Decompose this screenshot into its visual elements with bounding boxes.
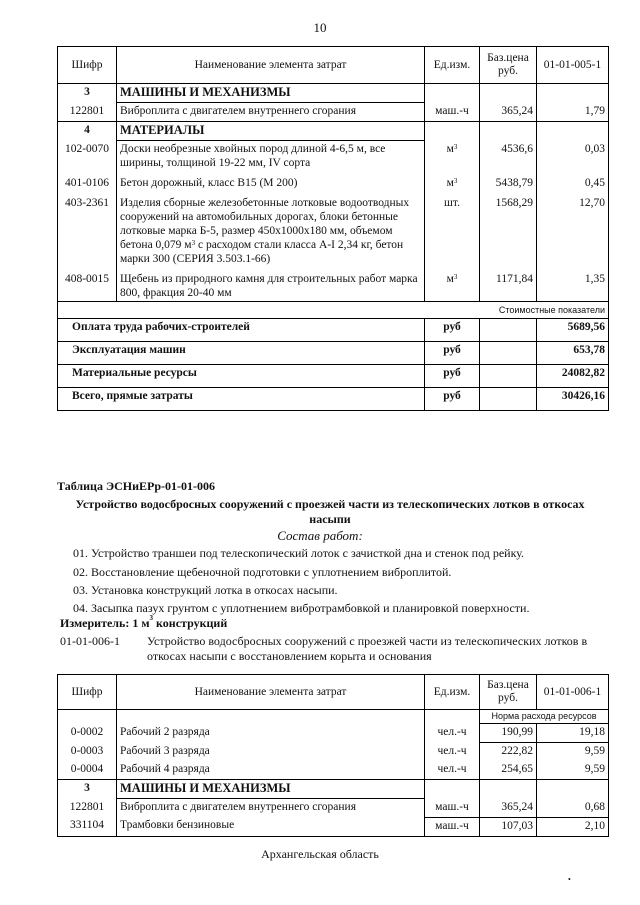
row-value: 1,35: [537, 267, 609, 302]
row-value: 19,18: [537, 724, 609, 743]
row-price: 4536,6: [480, 141, 537, 172]
row-unit: шт.: [425, 191, 480, 267]
header-column-code: 01-01-006-1: [537, 675, 609, 710]
header-column-code: 01-01-005-1: [537, 47, 609, 84]
header-name: Наименование элемента затрат: [117, 47, 425, 84]
row-code: 331104: [58, 817, 117, 836]
row-price: 254,65: [480, 761, 537, 780]
footer-mark: •: [568, 875, 571, 884]
header-price: Баз.цена руб.: [480, 47, 537, 84]
row-name: Рабочий 2 разряда: [117, 724, 425, 743]
row-code: 122801: [58, 799, 117, 818]
item-code: 01-01-006-1: [60, 634, 120, 648]
row-code: 0-0004: [58, 761, 117, 780]
row-code: 403-2361: [58, 191, 117, 267]
row-value: 0,45: [537, 171, 609, 191]
summary-unit: руб: [425, 319, 480, 342]
row-name: Щебень из природного камня для строительных работ марка 800, фракция 20-40 мм: [117, 267, 425, 302]
row-price: 1171,84: [480, 267, 537, 302]
section-title: МАТЕРИАЛЫ: [117, 122, 425, 141]
row-name: Доски необрезные хвойных пород длиной 4-6,5 м, все ширины, толщиной 19-22 мм, IV сорта: [117, 141, 425, 172]
page-number: 10: [313, 20, 327, 35]
section-number: 3: [58, 780, 117, 799]
row-value: 0,03: [537, 141, 609, 172]
section-title: МАШИНЫ И МЕХАНИЗМЫ: [117, 84, 425, 103]
row-value: 1,79: [537, 103, 609, 122]
row-name: Виброплита с двигателем внутреннего сгорания: [117, 799, 425, 818]
summary-unit: руб: [425, 365, 480, 388]
measure-unit: Измеритель: 1 $м^3$ конструкций: [60, 614, 228, 630]
row-name: Бетон дорожный, класс В15 (М 200): [117, 171, 425, 191]
row-unit: маш.-ч: [425, 799, 480, 818]
composition-label: Состав работ:: [277, 528, 363, 543]
row-unit: $м^3$: [425, 171, 480, 191]
norm-label: Норма расхода ресурсов: [480, 710, 609, 724]
summary-value: 24082,82: [537, 365, 609, 388]
table-heading: Устройство водосбросных сооружений с проезжей части из телескопических лотков в откосах насыпи: [75, 497, 585, 526]
row-code: 0-0002: [58, 724, 117, 743]
row-value: 9,59: [537, 761, 609, 780]
header-code: Шифр: [58, 675, 117, 710]
header-unit: Ед.изм.: [425, 675, 480, 710]
summary-label: Эксплуатация машин: [58, 342, 425, 365]
row-value: 12,70: [537, 191, 609, 267]
row-unit: чел.-ч: [425, 724, 480, 743]
row-value: 2,10: [537, 817, 609, 836]
row-value: 0,68: [537, 799, 609, 818]
footer-region: Архангельская область: [261, 847, 379, 861]
header-price: Баз.цена руб.: [480, 675, 537, 710]
row-price: 365,24: [480, 103, 537, 122]
summary-unit: руб: [425, 342, 480, 365]
row-unit: $м^3$: [425, 267, 480, 302]
summary-label: Оплата труда рабочих-строителей: [58, 319, 425, 342]
section-number: 3: [58, 84, 117, 103]
row-name: Рабочий 4 разряда: [117, 761, 425, 780]
row-code: 102-0070: [58, 141, 117, 172]
header-name: Наименование элемента затрат: [117, 675, 425, 710]
work-item: 01. Устройство траншеи под телескопический лоток с зачисткой дна и стенок под рейку.: [73, 546, 525, 560]
cost-indicators-label: Стоимостные показатели: [58, 302, 609, 319]
row-name: Виброплита с двигателем внутреннего сгорания: [117, 103, 425, 122]
row-code: 401-0106: [58, 171, 117, 191]
row-price: 107,03: [480, 817, 537, 836]
resource-table-1: [57, 46, 609, 411]
row-price: 365,24: [480, 799, 537, 818]
item-description: Устройство водосбросных сооружений с проезжей части из телескопических лотков в откосах насыпи с восстановлением корыта и основания: [147, 634, 588, 663]
row-code: 408-0015: [58, 267, 117, 302]
row-name: Рабочий 3 разряда: [117, 743, 425, 762]
work-item: 03. Установка конструкций лотка в откосах насыпи.: [73, 583, 338, 597]
summary-label: Материальные ресурсы: [58, 365, 425, 388]
work-item: 04. Засыпка пазух грунтом с уплотнением вибротрамбовкой и планировкой поверхности.: [73, 601, 530, 615]
row-code: 0-0003: [58, 743, 117, 762]
row-unit: чел.-ч: [425, 761, 480, 780]
row-unit: чел.-ч: [425, 743, 480, 762]
row-price: 222,82: [480, 743, 537, 762]
row-code: 122801: [58, 103, 117, 122]
row-name: Изделия сборные железобетонные лотковые водоотводных сооружений на автомобильных дорогах, блоки бетонные лотковые марка Б-5, размер 450x1000x180 мм, объемом бетона 0,079 $м^3$ с расходом стали класса А-I 2,34 кг, бетон марки 300 (СЕРИЯ 3.503.1-66): [117, 191, 425, 267]
resource-table-2: [57, 674, 609, 837]
summary-value: 5689,56: [537, 319, 609, 342]
row-name: Трамбовки бензиновые: [117, 817, 425, 836]
header-unit: Ед.изм.: [425, 47, 480, 84]
header-code: Шифр: [58, 47, 117, 84]
row-price: 5438,79: [480, 171, 537, 191]
work-item: 02. Восстановление щебеночной подготовки с уплотнением виброплитой.: [73, 565, 452, 579]
section-title: МАШИНЫ И МЕХАНИЗМЫ: [117, 780, 425, 799]
summary-value: 653,78: [537, 342, 609, 365]
row-price: 1568,29: [480, 191, 537, 267]
section-number: 4: [58, 122, 117, 141]
row-unit: маш.-ч: [425, 817, 480, 836]
table-title: Таблица ЭСНиЕРр-01-01-006: [57, 479, 216, 493]
row-unit: $м^3$: [425, 141, 480, 172]
row-value: 9,59: [537, 743, 609, 762]
summary-value: 30426,16: [537, 388, 609, 411]
summary-label: Всего, прямые затраты: [58, 388, 425, 411]
row-unit: маш.-ч: [425, 103, 480, 122]
summary-unit: руб: [425, 388, 480, 411]
row-price: 190,99: [480, 724, 537, 743]
